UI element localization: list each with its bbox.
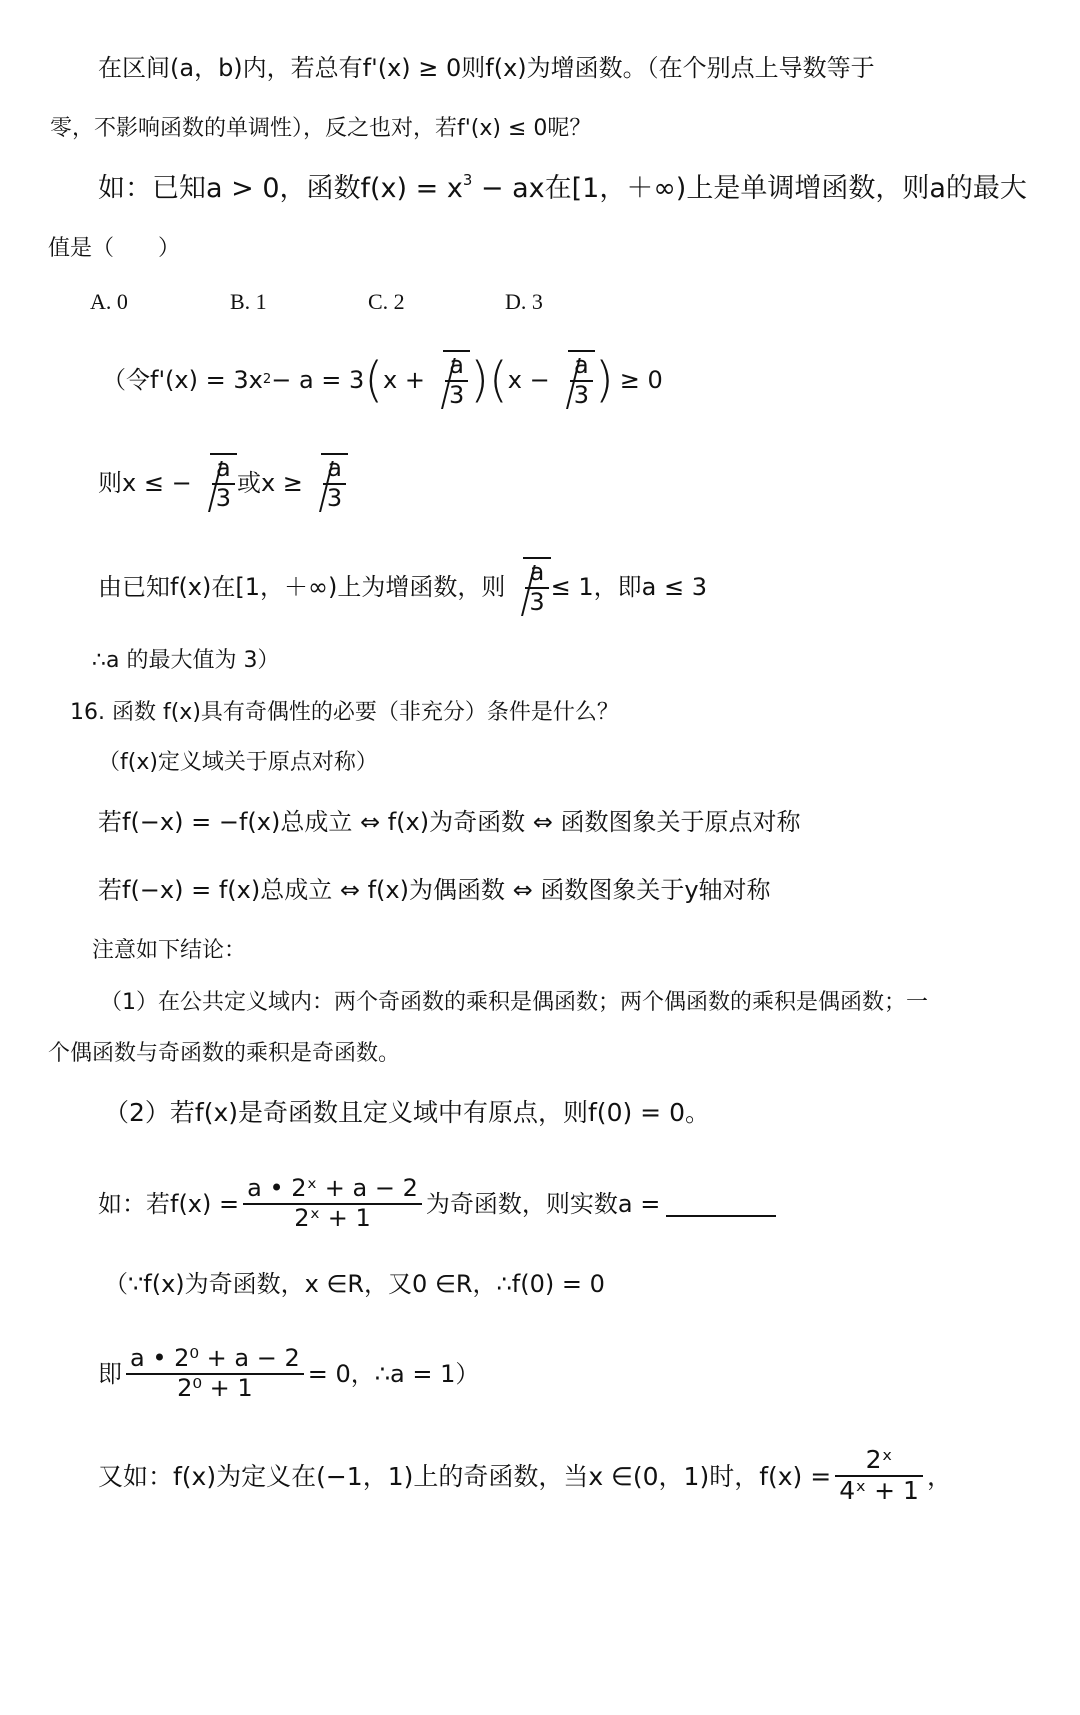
option-a: A. 0 [90,289,128,314]
because-line: （∵f(x)为奇函数，x ∈R，又0 ∈R，∴f(0) = 0 [104,1270,605,1298]
frac-den: 3 [449,381,465,409]
l6-part-e: ≥ 0 [619,366,663,394]
text-line-3 [98,171,1027,204]
l21-part-a: 又如：f(x)为定义在(−1，1)上的奇函数，当x ∈(0，1)时，f(x) = [98,1461,832,1491]
conclusion-line: ∴a 的最大值为 3） [92,648,280,673]
frac-num: a [212,455,235,485]
right-paren-2: ) [594,352,614,408]
l6-part-d: x − [507,366,550,394]
frac-den: 3 [529,588,545,616]
frac-num: a [570,352,593,382]
option-b: B. 1 [230,289,267,314]
right-paren: ) [470,352,490,408]
frac-num: a • 2⁰ + a − 2 [126,1345,304,1375]
sqrt-a-over-3 [425,350,470,409]
even-function-line: 若f(−x) = f(x)总成立 ⇔ f(x)为偶函数 ⇔ 函数图象关于y轴对称 [98,876,771,904]
frac-den: 3 [573,381,589,409]
l20-part-a: 即 [98,1360,122,1388]
frac-den: 2ˣ + 1 [294,1204,371,1232]
frac-den: 3 [326,484,343,512]
frac-num: a [445,352,468,382]
l7-part-a: 则x ≤ − [98,469,192,497]
l6-part-c: x + [383,366,425,394]
text-line-2: 零，不影响函数的单调性），反之也对，若f'(x) ≤ 0呢？ [50,116,592,141]
inequality-line [98,448,348,518]
sqrt-a-over-3-b [550,350,595,409]
another-example-line [98,1440,952,1512]
odd-function-line: 若f(−x) = −f(x)总成立 ⇔ f(x)为奇函数 ⇔ 函数图象关于原点对称 [98,808,801,836]
l8-part-a: 由已知f(x)在[1，＋∞)上为增函数，则 [98,573,506,601]
frac-num: a [525,559,548,589]
sqrt-a-over-3-e [505,557,550,616]
given-line [98,552,707,622]
left-paren-2: ( [489,352,508,408]
l3-part-b: − ax在[1，＋∞)上是单调增函数，则a的最大 [472,173,1027,204]
derivative-line: （令f'(x) = 3x 2 − a = 3 ( x + $\frac{a}{3}$ ) ( x − $\frac{a}{3}$ ) ≥ 0 [102,351,663,409]
option-c: C. 2 [368,289,405,314]
answer-blank [666,1191,776,1217]
answer-16: （f(x)定义域关于原点对称） [98,750,378,775]
note-1-cont: 个偶函数与奇函数的乘积是奇函数。 [48,1041,401,1066]
l20-part-b: = 0，∴a = 1） [307,1360,480,1388]
l3-part-a: 如：已知a > 0，函数f(x) = x [98,173,463,204]
l6-part-b: − a = 3 [271,366,365,394]
l3-exponent: 3 [462,171,473,190]
example-fraction [243,1175,422,1232]
l18-part-b: 为奇函数，则实数a = [425,1190,661,1218]
another-fraction [835,1446,923,1506]
example-odd-line [98,1168,776,1240]
therefore-line [98,1338,479,1410]
frac-den: 4ˣ + 1 [839,1476,919,1505]
text-line-4: 值是（ ） [48,236,181,261]
l7-part-b: 或x ≥ [236,469,303,497]
l8-part-b: ≤ 1，即a ≤ 3 [550,573,708,601]
sqrt-a-over-3-d [303,453,348,512]
note-heading: 注意如下结论： [92,938,247,963]
l6-part-a: （令f'(x) = 3x [102,366,263,394]
zero-fraction [126,1345,304,1402]
option-d: D. 3 [505,289,543,314]
note-2: （2）若f(x)是奇函数且定义域中有原点，则f(0) = 0。 [104,1098,710,1127]
sqrt-a-over-3-c [192,453,237,512]
l21-part-b: ， [926,1461,952,1491]
question-16: 16. 函数 f(x)具有奇偶性的必要（非充分）条件是什么？ [70,700,619,725]
l18-part-a: 如：若f(x) = [98,1190,240,1218]
left-paren: ( [364,352,384,408]
frac-den: 2⁰ + 1 [177,1374,253,1402]
frac-den: 3 [215,484,231,512]
frac-num: a • 2ˣ + a − 2 [243,1175,422,1205]
text-line-1: 在区间(a，b)内，若总有f'(x) ≥ 0则f(x)为增函数。（在个别点上导数等于 [98,54,875,82]
frac-num: 2ˣ [835,1446,923,1477]
note-1: （1）在公共定义域内：两个奇函数的乘积是偶函数；两个偶函数的乘积是偶函数；一 [100,990,928,1015]
frac-num: a [323,455,346,485]
